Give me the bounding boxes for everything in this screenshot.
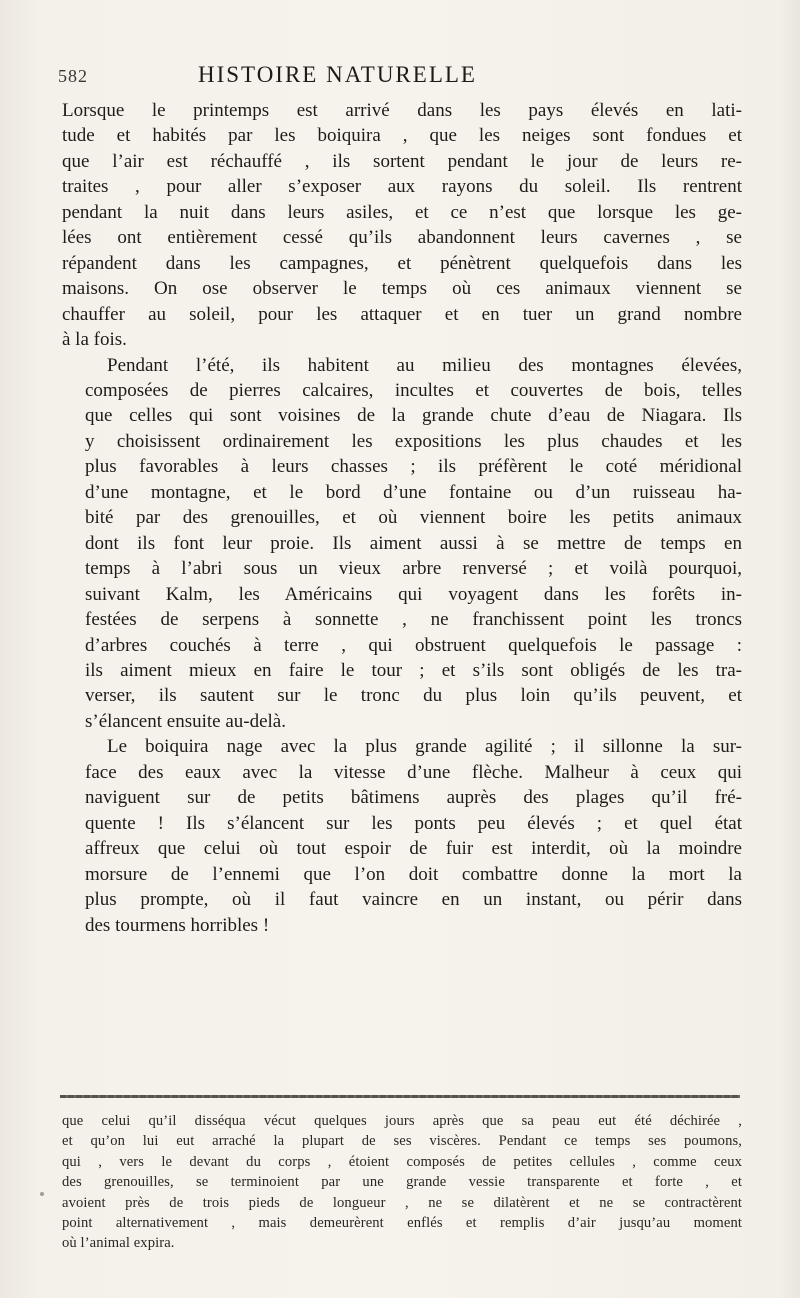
text-line: face des eaux avec la vitesse d’une flèche. Malheur à ceux qui	[85, 761, 742, 783]
text-line: morsure de l’ennemi que l’on doit combattre donne la mort la	[85, 863, 742, 885]
text-line: bité par des grenouilles, et où viennent boire les petits animaux	[85, 507, 742, 529]
text-line: maisons. On ose observer le temps où ces animaux viennent se	[62, 278, 742, 300]
text-line: temps à l’abri sous un vieux arbre renversé ; et voilà pourquoi,	[85, 558, 742, 580]
text-line: Pendant l’été, ils habitent au milieu des montagnes élevées,	[107, 354, 742, 376]
text-line: à la fois.	[62, 329, 127, 351]
text-line: naviguent sur de petits bâtimens auprès des plages qu’il fré-	[85, 787, 742, 809]
text-line: lées ont entièrement cessé qu’ils abandonnent leurs cavernes , se	[62, 227, 742, 249]
footnote-line: et qu’on lui eut arraché la plupart de ses viscères. Pendant ce temps ses poumons,	[62, 1133, 742, 1150]
footnote-line: que celui qu’il disséqua vécut quelques jours après que sa peau eut été déchirée ,	[62, 1113, 742, 1129]
text-line: y choisissent ordinairement les expositions les plus chaudes et les	[85, 430, 742, 452]
text-line: dont ils font leur proie. Ils aiment aussi à se mettre de temps en	[85, 532, 742, 554]
text-line: pendant la nuit dans leurs asiles, et ce n’est que lorsque les ge-	[62, 201, 742, 223]
text-line: festées de serpens à sonnette , ne franchissent point les troncs	[85, 609, 742, 631]
text-line: plus prompte, où il faut vaincre en un instant, ou périr dans	[85, 889, 742, 911]
main-text	[62, 98, 742, 938]
text-line: d’une montagne, et le bord d’une fontaine ou d’un ruisseau ha-	[85, 481, 742, 503]
text-line: répandent dans les campagnes, et pénètrent quelquefois dans les	[62, 252, 742, 274]
text-line: que l’air est réchauffé , ils sortent pendant le jour de leurs re-	[62, 150, 742, 172]
page-number: 582	[58, 66, 88, 86]
text-line: d’arbres couchés à terre , qui obstruent quelquefois le passage :	[85, 634, 742, 656]
paragraph-3	[62, 734, 742, 938]
paragraph-2	[62, 353, 742, 735]
text-line: quente ! Ils s’élancent sur les ponts peu élevés ; et quel état	[85, 812, 742, 834]
text-line: chauffer au soleil, pour les attaquer et en tuer un grand nombre	[62, 303, 742, 325]
text-line: des tourmens horribles !	[85, 914, 270, 936]
running-title: HISTOIRE NATURELLE	[198, 62, 477, 87]
text-line: s’élancent ensuite au-delà.	[85, 710, 286, 732]
text-line: verser, ils sautent sur le tronc du plus loin qu’ils peuvent, et	[85, 685, 742, 707]
footnote-line: point alternativement , mais demeurèrent enflés et remplis d’air jusqu’au moment	[62, 1215, 742, 1232]
text-line: plus favorables à leurs chasses ; ils préfèrent le coté méridional	[85, 456, 742, 478]
text-line: traites , pour aller s’exposer aux rayons du soleil. Ils rentrent	[62, 176, 742, 198]
paragraph-1	[62, 98, 742, 353]
ink-speck	[40, 1192, 44, 1196]
page-header	[58, 62, 748, 100]
footnote-line: des grenouilles, se terminoient par une grande vessie transparente et forte , et	[62, 1174, 742, 1191]
footnote-line: avoient près de trois pieds de longueur , ne se dilatèrent et ne se contractèrent	[62, 1194, 742, 1211]
footnote-separator-rule	[60, 1095, 740, 1098]
text-line: suivant Kalm, les Américains qui voyagent dans les forêts in-	[85, 583, 742, 605]
text-line: Lorsque le printemps est arrivé dans les pays élevés en lati-	[62, 100, 742, 121]
footnote-line: qui , vers le devant du corps , étoient composés de petites cellules , comme ceux	[62, 1153, 742, 1170]
text-line: que celles qui sont voisines de la grande chute d’eau de Niagara. Ils	[85, 405, 742, 427]
text-line: ils aiment mieux en faire le tour ; et s’ils sont obligés de les tra-	[85, 659, 742, 681]
footnote-line: où l’animal expira.	[62, 1235, 175, 1252]
text-line: Le boiquira nage avec la plus grande agilité ; il sillonne la sur-	[107, 736, 742, 758]
text-line: affreux que celui où tout espoir de fuir est interdit, où la moindre	[85, 838, 742, 860]
text-line: tude et habités par les boiquira , que les neiges sont fondues et	[62, 125, 742, 147]
footnote	[62, 1111, 742, 1254]
text-line: composées de pierres calcaires, incultes et couvertes de bois, telles	[85, 379, 742, 401]
